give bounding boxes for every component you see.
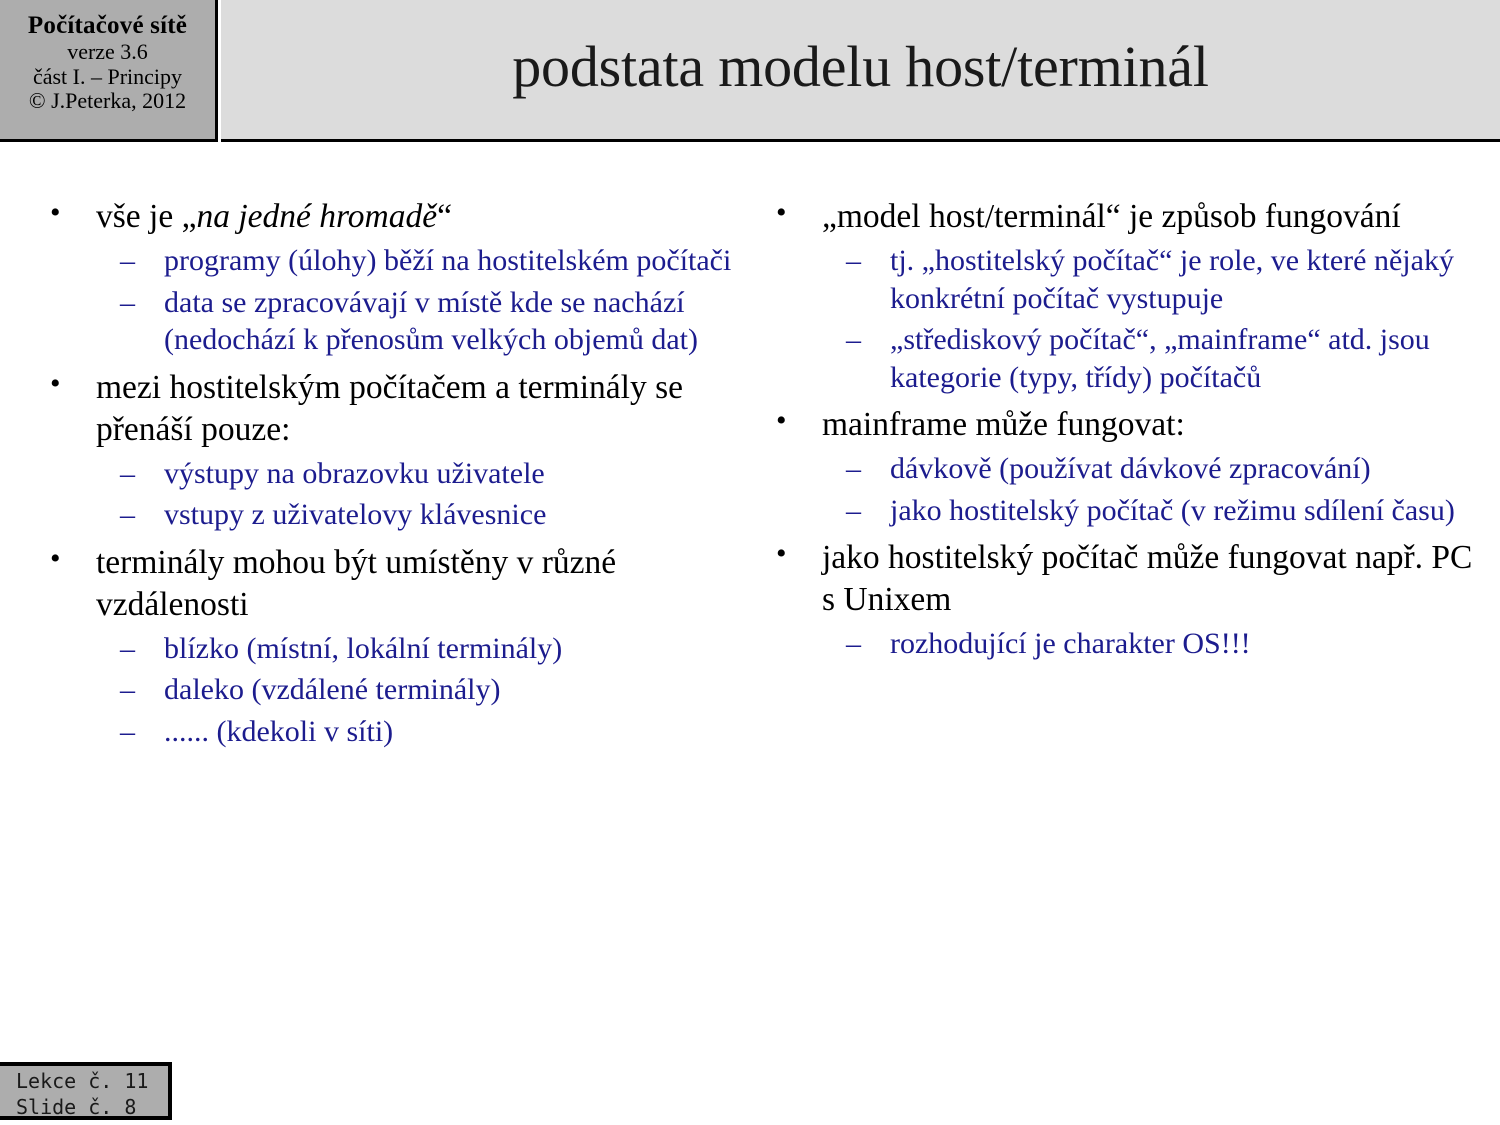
sub-bullet-item: – blízko (místní, lokální terminály) bbox=[96, 630, 740, 668]
bullet-text-prefix: vše je „ bbox=[96, 198, 197, 235]
bullet-text: • jako hostitelský počítač může fungovat např. PC s Unixem bbox=[822, 539, 1473, 619]
slide-title-box bbox=[221, 0, 1500, 142]
course-copyright: © J.Peterka, 2012 bbox=[28, 88, 187, 114]
course-info-box bbox=[0, 0, 218, 142]
slide-number: Slide č. 8 bbox=[16, 1094, 137, 1119]
left-column bbox=[0, 144, 750, 1049]
slide-header bbox=[0, 0, 1500, 144]
sub-bullet-list bbox=[822, 450, 1486, 529]
lecture-number: Lekce č. 11 bbox=[16, 1069, 149, 1093]
sub-bullet-item: – ...... (kdekoli v síti) bbox=[96, 713, 740, 751]
bullet-text bbox=[96, 196, 740, 238]
sub-bullet-item: – dávkově (používat dávkové zpracování) bbox=[822, 450, 1486, 488]
bullet-text-suffix: “ bbox=[437, 198, 452, 235]
left-bullet-list bbox=[42, 196, 740, 750]
sub-bullet-item: – jako hostitelský počítač (v režimu sdílení času) bbox=[822, 492, 1486, 530]
bullet-item bbox=[42, 196, 740, 359]
sub-bullet-item: – daleko (vzdálené terminály) bbox=[96, 671, 740, 709]
sub-bullet-item: – výstupy na obrazovku uživatele bbox=[96, 455, 740, 493]
bullet-item bbox=[768, 537, 1486, 663]
sub-bullet-list bbox=[822, 242, 1486, 396]
sub-bullet-item: – tj. „hostitelský počítač“ je role, ve které nějaký konkrétní počítač vystupuje bbox=[822, 242, 1486, 317]
sub-bullet-item: – vstupy z uživatelovy klávesnice bbox=[96, 496, 740, 534]
bullet-text: • mezi hostitelským počítačem a terminály se přenáší pouze: bbox=[96, 368, 684, 448]
bullet-item bbox=[42, 367, 740, 534]
slide-content bbox=[0, 144, 1500, 1049]
bullet-text: • terminály mohou být umístěny v různé vzdálenosti bbox=[96, 543, 617, 623]
bullet-item bbox=[768, 404, 1486, 529]
slide-footer-box bbox=[0, 1062, 172, 1120]
bullet-text-italic: na jedné hromadě bbox=[196, 198, 438, 235]
course-part: část I. – Principy bbox=[32, 63, 183, 89]
sub-bullet-list bbox=[96, 630, 740, 751]
page-title: podstata modelu host/terminál bbox=[512, 34, 1209, 99]
sub-bullet-item: – programy (úlohy) běží na hostitelském počítači bbox=[96, 242, 740, 280]
course-version: verze 3.6 bbox=[67, 39, 148, 64]
sub-bullet-item: – rozhodující je charakter OS!!! bbox=[822, 625, 1486, 663]
right-bullet-list bbox=[768, 196, 1486, 663]
sub-bullet-item: – data se zpracovávají v místě kde se nachází (nedochází k přenosům velkých objemů dat) bbox=[96, 284, 740, 359]
bullet-item bbox=[42, 542, 740, 751]
bullet-text: • „model host/terminál“ je způsob fungování bbox=[822, 198, 1401, 235]
sub-bullet-item: – „střediskový počítač“, „mainframe“ atd. jsou kategorie (typy, třídy) počítačů bbox=[822, 321, 1486, 396]
bullet-item bbox=[768, 196, 1486, 396]
sub-bullet-list bbox=[96, 242, 740, 359]
sub-bullet-list bbox=[822, 625, 1486, 663]
sub-bullet-list bbox=[96, 455, 740, 534]
bullet-text: • mainframe může fungovat: bbox=[822, 406, 1185, 444]
right-column bbox=[750, 144, 1500, 1049]
course-title: Počítačové sítě bbox=[27, 12, 188, 39]
